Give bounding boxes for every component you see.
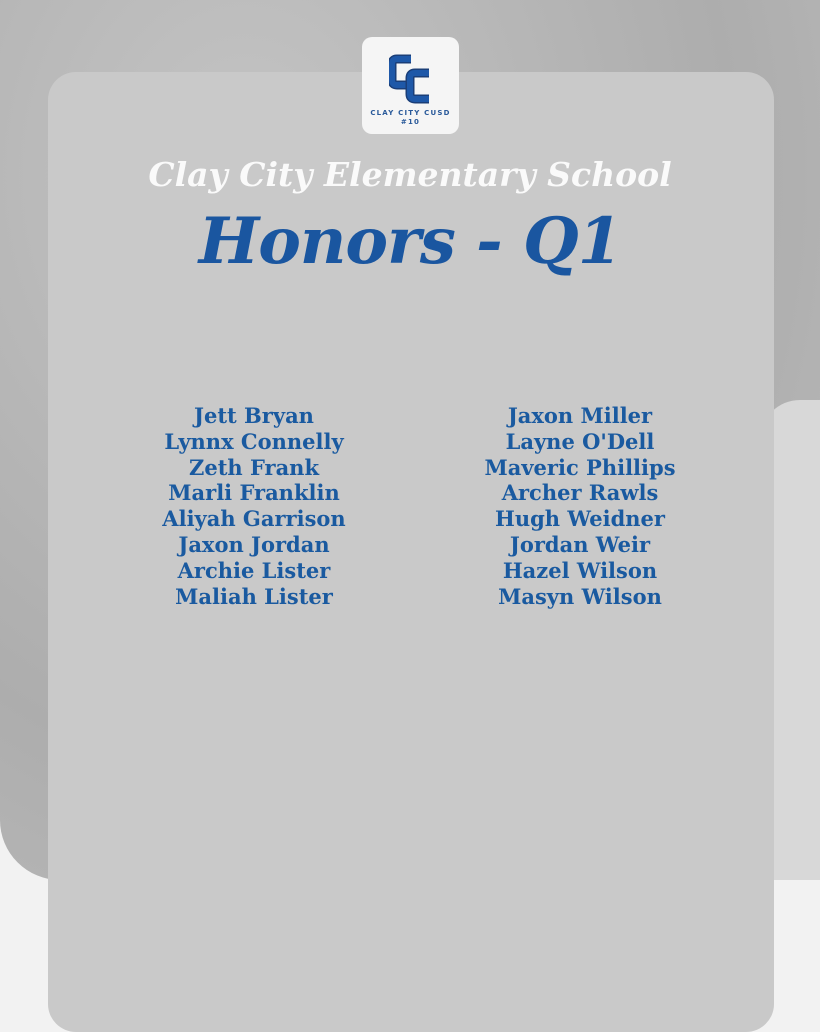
cc-monogram-icon <box>389 53 433 105</box>
logo-text: CLAY CITY CUSD #10 <box>370 109 451 126</box>
student-name: Jaxon Miller <box>507 403 653 428</box>
student-name: Maliah Lister <box>175 583 333 609</box>
student-name: Lynnx Connelly <box>164 428 344 454</box>
page-title: Honors - Q1 <box>198 204 622 279</box>
student-name: Layne O'Dell <box>505 428 655 454</box>
student-name: Jett Bryan <box>194 403 314 428</box>
student-name: Aliyah Garrison <box>162 506 346 532</box>
student-name: Masyn Wilson <box>498 583 662 609</box>
student-name: Archie Lister <box>177 557 331 583</box>
names-column-left <box>104 403 404 609</box>
names-column-right <box>430 403 730 609</box>
student-name: Jaxon Jordan <box>178 531 330 557</box>
school-name: Clay City Elementary School <box>148 155 672 194</box>
student-name: Zeth Frank <box>189 454 319 480</box>
district-logo <box>362 37 459 134</box>
student-name: Hazel Wilson <box>502 557 658 583</box>
student-name: Archer Rawls <box>501 480 659 506</box>
student-name: Marli Franklin <box>168 480 340 506</box>
student-name: Maveric Phillips <box>484 454 676 480</box>
student-name: Jordan Weir <box>509 531 651 557</box>
student-name: Hugh Weidner <box>495 506 665 532</box>
